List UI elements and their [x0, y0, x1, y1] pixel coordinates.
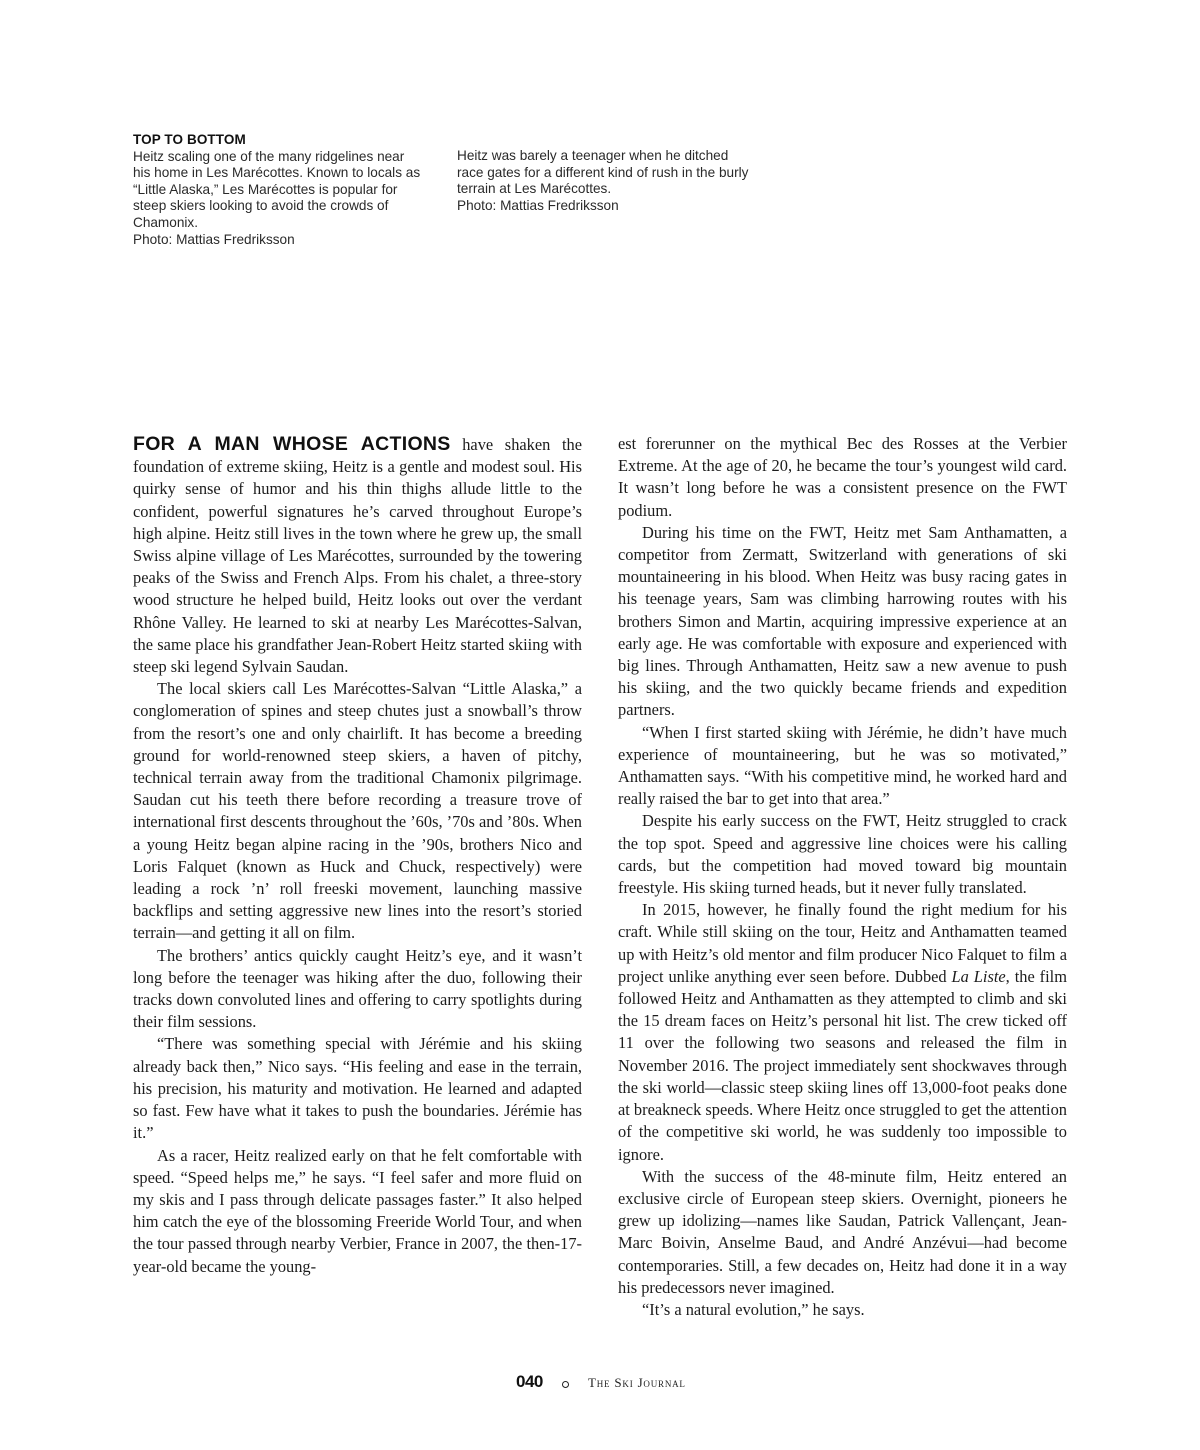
paragraph-text: have shaken the foundation of extreme skiing, Heitz is a gentle and modest soul. His quirky sense of humor and his thin thighs allude little to the confident, powerful signatures he’s carved throughout Europe’s high alpine. Heitz still lives in the town where he grew up, the small Swiss alpine village of Les Marécottes, surrounded by the towering peaks of the Swiss and French Alps. From his chalet, a three-story wood structure he helped build, Heitz looks out over the verdant Rhône Valley. He learned to ski at nearby Les Marécottes-Salvan, the same place his grandfather Jean-Robert Heitz started skiing with steep ski legend Sylvain Saudan.	[133, 435, 582, 677]
article-paragraph: “When I first started skiing with Jérémie, he didn’t have much experience of mountaineering, but he was so motivated,” Anthamatten says. “With his competitive mind, he worked hard and really raised the bar to get into that area.”	[618, 722, 1067, 809]
caption-text: Heitz was barely a teenager when he ditched race gates for a different kind of rush in the burly terrain at Les Marécottes.	[457, 148, 749, 197]
photo-credit: Photo: Mattias Fredriksson	[457, 197, 619, 213]
journal-name: The Ski Journal	[588, 1375, 686, 1390]
caption-teenager	[457, 148, 757, 214]
article-paragraph: The brothers’ antics quickly caught Heitz’s eye, and it wasn’t long before the teenager was hiking after the duo, following their tracks down convoluted lines and offering to carry spotlights during their film sessions.	[133, 945, 582, 1032]
article-paragraph: Despite his early success on the FWT, Heitz struggled to crack the top spot. Speed and aggressive line choices were his calling cards, but the competition had moved toward big mountain freestyle. His skiing turned heads, but it never fully translated.	[618, 811, 1067, 898]
article-paragraph	[133, 433, 582, 678]
caption-text: Heitz scaling one of the many ridgelines near his home in Les Marécottes. Known to locals as “Little Alaska,” Les Marécottes is popular for steep skiers looking to avoid the crowds of Chamonix.	[133, 148, 421, 230]
article-paragraph: “It’s a natural evolution,” he says.	[642, 1299, 865, 1319]
article-paragraph: est forerunner on the mythical Bec des Rosses at the Verbier Extreme. At the age of 20, he became the tour’s youngest wild card. It wasn’t long before he was a consistent presence on the FWT podium.	[618, 434, 1067, 520]
article-paragraph	[618, 899, 1067, 1165]
photo-credit: Photo: Mattias Fredriksson	[133, 231, 295, 247]
page-footer	[0, 1372, 1200, 1396]
article-paragraph: During his time on the FWT, Heitz met Sam Anthamatten, a competitor from Zermatt, Switzerland with generations of ski mountaineering in his blood. When Heitz was busy racing gates in his teenage years, Sam was climbing harrowing routes with his brothers Simon and Martin, acquiring impressive experience at an early age. He was comfortable with exposure and experienced with big lines. Through Anthamatten, Heitz saw a new avenue to push his skiing, and the two quickly became friends and expedition partners.	[618, 522, 1067, 720]
article-column-right	[618, 433, 1067, 1321]
paragraph-text: In 2015, however, he finally found the right medium for his craft. While still skiing on the tour, Heitz and Anthamatten teamed up with Heitz’s old mentor and film producer Nico Falquet to film a project unlike anything ever seen before. Dubbed	[618, 900, 1067, 986]
lead-in: FOR A MAN WHOSE ACTIONS	[133, 433, 451, 455]
page-number: 040	[516, 1372, 543, 1391]
article-paragraph: “There was something special with Jérémie and his skiing already back then,” Nico says. “His feeling and ease in the terrain, his precision, his maturity and motivation. He learned and adapted so fast. Few have what it takes to push the boundaries. Jérémie has it.”	[133, 1034, 582, 1143]
article-paragraph: As a racer, Heitz realized early on that he felt comfortable with speed. “Speed helps me,” he says. “I feel safer and more fluid on my skis and I pass through delicate passages faster.” It also helped him catch the eye of the blossoming Freeride World Tour, and when the tour passed through nearby Verbier, France in 2007, the then-17-year-old became the young-	[133, 1145, 582, 1276]
caption-top-to-bottom	[133, 132, 423, 248]
article-paragraph: The local skiers call Les Marécottes-Salvan “Little Alaska,” a conglomeration of spines and steep chutes just a snowball’s throw from the resort’s one and only chairlift. It has become a breeding ground for world-renowned steep skiers, a haven of pitchy, technical terrain away from the traditional Chamonix pilgrimage. Saudan cut his teeth there before recording a treasure trove of international first descents throughout the ’60s, ’70s and ’80s. When a young Heitz began alpine racing in the ’90s, brothers Nico and Loris Falquet (known as Huck and Chuck, respectively) were leading a rock ’n’ roll freeski movement, launching massive backflips and setting aggressive new lines into the resort’s storied terrain—and getting it all on film.	[133, 679, 582, 943]
paragraph-text: , the film followed Heitz and Anthamatten as they attempted to climb and ski the 15 dream faces on Heitz’s personal hit list. The crew ticked off 11 over the following two seasons and released the film in November 2016. The project immediately sent shockwaves through the ski world—classic steep skiing lines off 13,000-foot peaks done at breakneck speeds. Where Heitz once struggled to get the attention of the competitive ski world, he was suddenly too impossible to ignore.	[618, 966, 1067, 1164]
caption-heading: TOP TO BOTTOM	[133, 132, 246, 147]
film-title: La Liste	[951, 966, 1006, 986]
article-paragraph: With the success of the 48-minute film, Heitz entered an exclusive circle of European steep skiers. Overnight, pioneers he grew up idolizing—names like Saudan, Patrick Vallençant, Jean-Marc Boivin, Anselme Baud, and André Anzévui—had become contemporaries. Still, a few decades on, Heitz had done it in a way his predecessors never imagined.	[618, 1166, 1067, 1297]
bullet-icon	[562, 1381, 569, 1388]
article-column-left	[133, 433, 582, 1278]
